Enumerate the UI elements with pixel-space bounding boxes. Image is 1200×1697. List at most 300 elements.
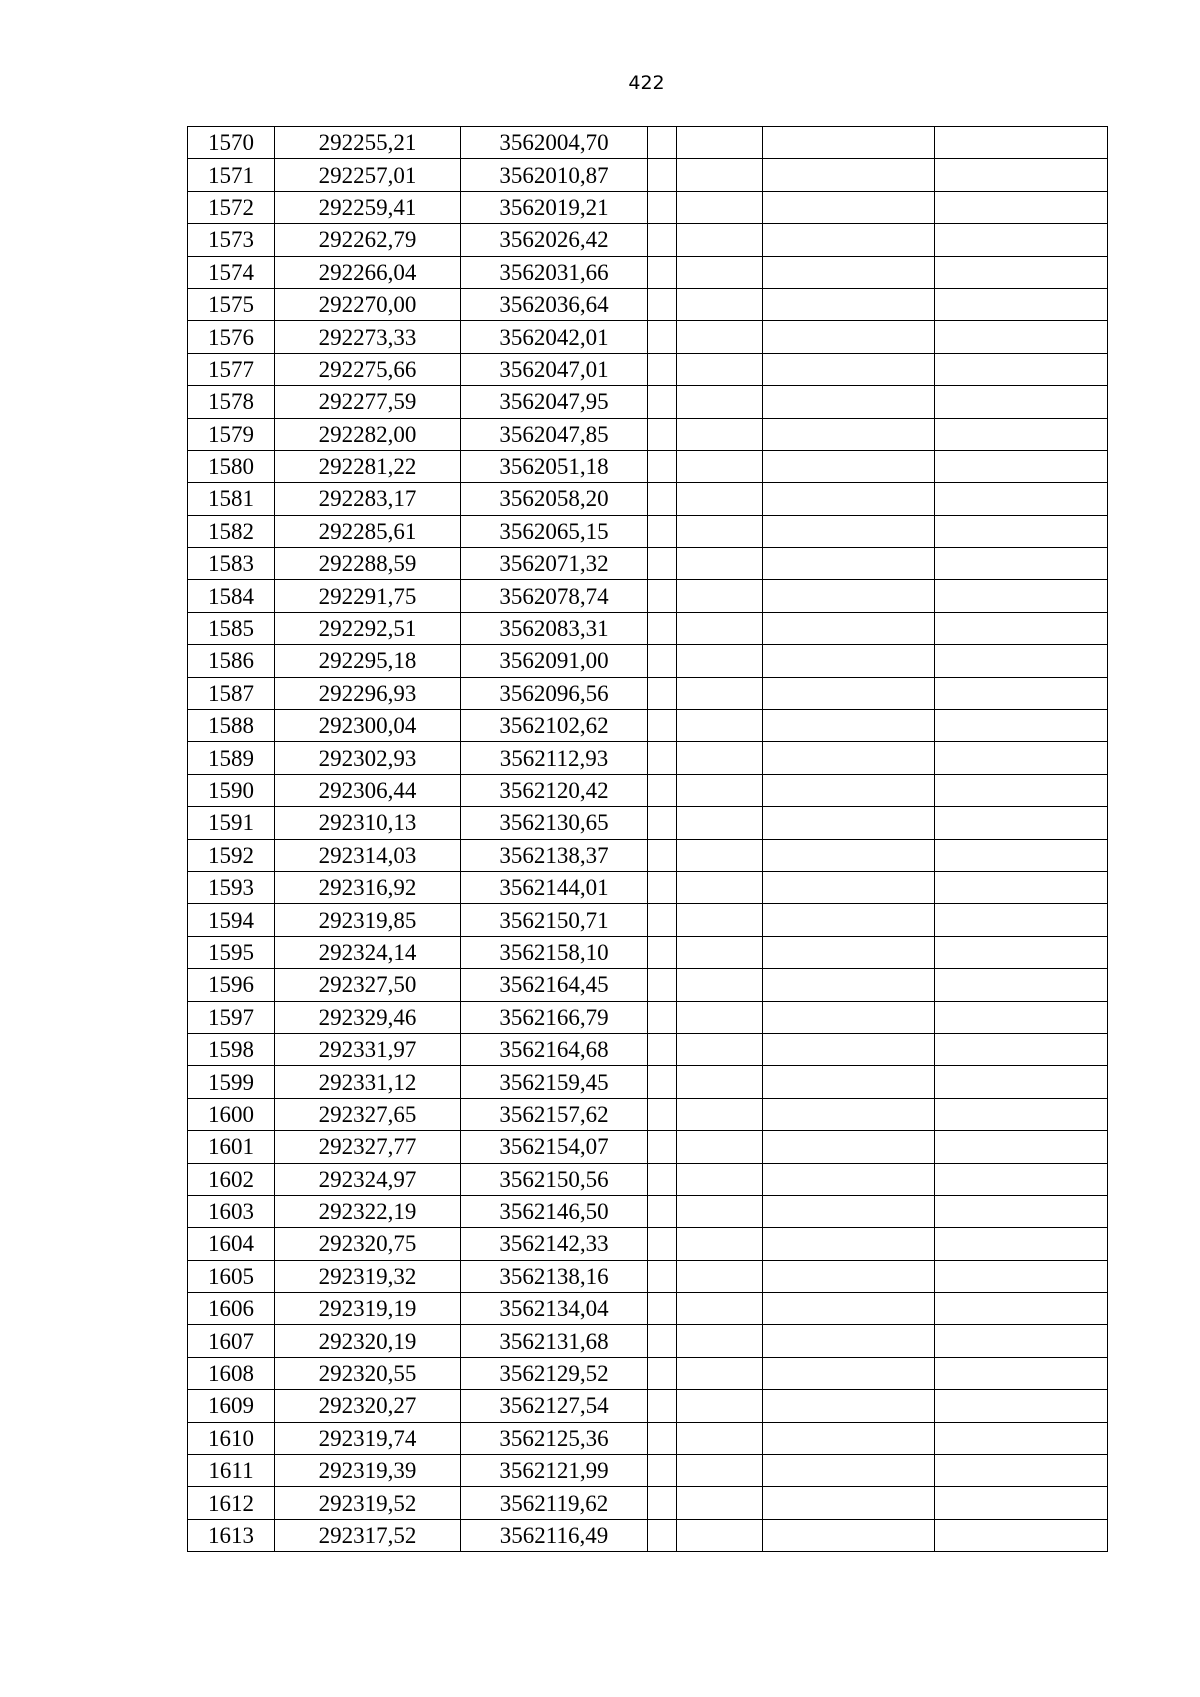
point-number-cell: 1589 (188, 742, 275, 774)
empty-cell (763, 839, 935, 871)
empty-cell (677, 645, 763, 677)
empty-cell (935, 1033, 1108, 1065)
empty-cell (648, 1455, 677, 1487)
table-row (188, 742, 1108, 774)
x-coordinate-cell: 292266,04 (275, 256, 461, 288)
empty-cell (763, 191, 935, 223)
empty-cell (935, 224, 1108, 256)
empty-cell (648, 677, 677, 709)
x-coordinate-cell: 292281,22 (275, 450, 461, 482)
point-number-cell: 1587 (188, 677, 275, 709)
y-coordinate-cell: 3562120,42 (461, 774, 648, 806)
x-coordinate-cell: 292331,97 (275, 1033, 461, 1065)
empty-cell (648, 1228, 677, 1260)
empty-cell (763, 159, 935, 191)
empty-cell (648, 127, 677, 159)
empty-cell (935, 191, 1108, 223)
empty-cell (677, 1390, 763, 1422)
empty-cell (677, 871, 763, 903)
empty-cell (763, 1357, 935, 1389)
point-number-cell: 1610 (188, 1422, 275, 1454)
empty-cell (935, 450, 1108, 482)
empty-cell (763, 1228, 935, 1260)
y-coordinate-cell: 3562166,79 (461, 1001, 648, 1033)
empty-cell (677, 1033, 763, 1065)
empty-cell (763, 904, 935, 936)
y-coordinate-cell: 3562047,85 (461, 418, 648, 450)
x-coordinate-cell: 292319,74 (275, 1422, 461, 1454)
empty-cell (935, 353, 1108, 385)
y-coordinate-cell: 3562102,62 (461, 710, 648, 742)
point-number-cell: 1612 (188, 1487, 275, 1519)
empty-cell (763, 1422, 935, 1454)
point-number-cell: 1603 (188, 1195, 275, 1227)
y-coordinate-cell: 3562058,20 (461, 483, 648, 515)
empty-cell (935, 1455, 1108, 1487)
empty-cell (648, 1098, 677, 1130)
empty-cell (935, 483, 1108, 515)
empty-cell (648, 1001, 677, 1033)
point-number-cell: 1588 (188, 710, 275, 742)
point-number-cell: 1582 (188, 515, 275, 547)
empty-cell (935, 1195, 1108, 1227)
y-coordinate-cell: 3562157,62 (461, 1098, 648, 1130)
empty-cell (935, 288, 1108, 320)
table-row (188, 1357, 1108, 1389)
empty-cell (763, 1455, 935, 1487)
empty-cell (935, 1487, 1108, 1519)
empty-cell (677, 612, 763, 644)
x-coordinate-cell: 292319,85 (275, 904, 461, 936)
table-row (188, 548, 1108, 580)
empty-cell (935, 1163, 1108, 1195)
empty-cell (677, 1131, 763, 1163)
x-coordinate-cell: 292306,44 (275, 774, 461, 806)
empty-cell (935, 839, 1108, 871)
x-coordinate-cell: 292283,17 (275, 483, 461, 515)
y-coordinate-cell: 3562146,50 (461, 1195, 648, 1227)
table-row (188, 1066, 1108, 1098)
point-number-cell: 1606 (188, 1293, 275, 1325)
table-row (188, 1519, 1108, 1551)
table-row (188, 710, 1108, 742)
empty-cell (763, 580, 935, 612)
empty-cell (648, 839, 677, 871)
empty-cell (677, 515, 763, 547)
x-coordinate-cell: 292285,61 (275, 515, 461, 547)
empty-cell (935, 256, 1108, 288)
empty-cell (763, 1260, 935, 1292)
empty-cell (763, 1325, 935, 1357)
empty-cell (648, 1357, 677, 1389)
empty-cell (648, 1325, 677, 1357)
empty-cell (648, 904, 677, 936)
empty-cell (935, 904, 1108, 936)
empty-cell (935, 1422, 1108, 1454)
table-row (188, 1163, 1108, 1195)
y-coordinate-cell: 3562129,52 (461, 1357, 648, 1389)
empty-cell (677, 353, 763, 385)
empty-cell (763, 1001, 935, 1033)
x-coordinate-cell: 292327,50 (275, 969, 461, 1001)
x-coordinate-cell: 292292,51 (275, 612, 461, 644)
empty-cell (935, 1228, 1108, 1260)
empty-cell (935, 969, 1108, 1001)
empty-cell (648, 515, 677, 547)
empty-cell (648, 321, 677, 353)
empty-cell (935, 1357, 1108, 1389)
empty-cell (677, 742, 763, 774)
x-coordinate-cell: 292319,39 (275, 1455, 461, 1487)
empty-cell (935, 645, 1108, 677)
empty-cell (677, 321, 763, 353)
point-number-cell: 1580 (188, 450, 275, 482)
point-number-cell: 1605 (188, 1260, 275, 1292)
empty-cell (648, 450, 677, 482)
x-coordinate-cell: 292277,59 (275, 386, 461, 418)
x-coordinate-cell: 292291,75 (275, 580, 461, 612)
empty-cell (935, 677, 1108, 709)
empty-cell (935, 1098, 1108, 1130)
y-coordinate-cell: 3562051,18 (461, 450, 648, 482)
point-number-cell: 1591 (188, 807, 275, 839)
empty-cell (935, 418, 1108, 450)
table-row (188, 645, 1108, 677)
x-coordinate-cell: 292282,00 (275, 418, 461, 450)
point-number-cell: 1600 (188, 1098, 275, 1130)
empty-cell (763, 612, 935, 644)
empty-cell (935, 1260, 1108, 1292)
x-coordinate-cell: 292320,55 (275, 1357, 461, 1389)
empty-cell (763, 742, 935, 774)
empty-cell (648, 580, 677, 612)
empty-cell (648, 1487, 677, 1519)
table-row (188, 1033, 1108, 1065)
point-number-cell: 1570 (188, 127, 275, 159)
y-coordinate-cell: 3562083,31 (461, 612, 648, 644)
x-coordinate-cell: 292259,41 (275, 191, 461, 223)
point-number-cell: 1590 (188, 774, 275, 806)
empty-cell (648, 1260, 677, 1292)
point-number-cell: 1595 (188, 936, 275, 968)
y-coordinate-cell: 3562019,21 (461, 191, 648, 223)
empty-cell (677, 1455, 763, 1487)
empty-cell (763, 127, 935, 159)
empty-cell (763, 288, 935, 320)
table-row (188, 580, 1108, 612)
y-coordinate-cell: 3562158,10 (461, 936, 648, 968)
point-number-cell: 1598 (188, 1033, 275, 1065)
y-coordinate-cell: 3562119,62 (461, 1487, 648, 1519)
y-coordinate-cell: 3562026,42 (461, 224, 648, 256)
empty-cell (935, 710, 1108, 742)
x-coordinate-cell: 292314,03 (275, 839, 461, 871)
point-number-cell: 1577 (188, 353, 275, 385)
point-number-cell: 1581 (188, 483, 275, 515)
empty-cell (763, 1163, 935, 1195)
empty-cell (648, 1390, 677, 1422)
point-number-cell: 1592 (188, 839, 275, 871)
point-number-cell: 1593 (188, 871, 275, 903)
coordinates-table (187, 126, 1108, 1552)
empty-cell (677, 1487, 763, 1519)
empty-cell (677, 1357, 763, 1389)
empty-cell (677, 450, 763, 482)
x-coordinate-cell: 292331,12 (275, 1066, 461, 1098)
y-coordinate-cell: 3562096,56 (461, 677, 648, 709)
empty-cell (763, 1487, 935, 1519)
point-number-cell: 1611 (188, 1455, 275, 1487)
point-number-cell: 1585 (188, 612, 275, 644)
y-coordinate-cell: 3562164,45 (461, 969, 648, 1001)
y-coordinate-cell: 3562138,37 (461, 839, 648, 871)
empty-cell (648, 1163, 677, 1195)
empty-cell (935, 1131, 1108, 1163)
empty-cell (935, 1293, 1108, 1325)
y-coordinate-cell: 3562036,64 (461, 288, 648, 320)
y-coordinate-cell: 3562164,68 (461, 1033, 648, 1065)
empty-cell (677, 548, 763, 580)
x-coordinate-cell: 292262,79 (275, 224, 461, 256)
empty-cell (648, 548, 677, 580)
empty-cell (763, 1293, 935, 1325)
empty-cell (763, 256, 935, 288)
empty-cell (935, 871, 1108, 903)
empty-cell (935, 159, 1108, 191)
empty-cell (677, 710, 763, 742)
empty-cell (763, 353, 935, 385)
table-row (188, 1422, 1108, 1454)
y-coordinate-cell: 3562071,32 (461, 548, 648, 580)
point-number-cell: 1599 (188, 1066, 275, 1098)
x-coordinate-cell: 292319,32 (275, 1260, 461, 1292)
point-number-cell: 1609 (188, 1390, 275, 1422)
empty-cell (648, 807, 677, 839)
empty-cell (648, 1293, 677, 1325)
empty-cell (935, 1519, 1108, 1551)
y-coordinate-cell: 3562047,01 (461, 353, 648, 385)
empty-cell (763, 515, 935, 547)
point-number-cell: 1572 (188, 191, 275, 223)
empty-cell (648, 288, 677, 320)
empty-cell (935, 612, 1108, 644)
empty-cell (648, 742, 677, 774)
empty-cell (677, 774, 763, 806)
empty-cell (763, 774, 935, 806)
x-coordinate-cell: 292288,59 (275, 548, 461, 580)
empty-cell (763, 1195, 935, 1227)
empty-cell (763, 1066, 935, 1098)
x-coordinate-cell: 292295,18 (275, 645, 461, 677)
empty-cell (935, 580, 1108, 612)
y-coordinate-cell: 3562144,01 (461, 871, 648, 903)
empty-cell (763, 807, 935, 839)
table-row (188, 1195, 1108, 1227)
point-number-cell: 1601 (188, 1131, 275, 1163)
coordinates-table-body (188, 127, 1108, 1552)
empty-cell (677, 1325, 763, 1357)
table-row (188, 936, 1108, 968)
table-row (188, 288, 1108, 320)
empty-cell (763, 1131, 935, 1163)
empty-cell (677, 1260, 763, 1292)
empty-cell (763, 710, 935, 742)
empty-cell (763, 321, 935, 353)
empty-cell (935, 386, 1108, 418)
y-coordinate-cell: 3562031,66 (461, 256, 648, 288)
table-row (188, 1325, 1108, 1357)
x-coordinate-cell: 292302,93 (275, 742, 461, 774)
table-row (188, 1260, 1108, 1292)
x-coordinate-cell: 292319,19 (275, 1293, 461, 1325)
x-coordinate-cell: 292324,97 (275, 1163, 461, 1195)
empty-cell (763, 1098, 935, 1130)
empty-cell (935, 742, 1108, 774)
point-number-cell: 1597 (188, 1001, 275, 1033)
empty-cell (648, 645, 677, 677)
empty-cell (677, 1195, 763, 1227)
empty-cell (935, 1325, 1108, 1357)
point-number-cell: 1584 (188, 580, 275, 612)
empty-cell (677, 1001, 763, 1033)
table-row (188, 1131, 1108, 1163)
y-coordinate-cell: 3562112,93 (461, 742, 648, 774)
table-row (188, 1390, 1108, 1422)
empty-cell (677, 936, 763, 968)
empty-cell (648, 612, 677, 644)
x-coordinate-cell: 292300,04 (275, 710, 461, 742)
empty-cell (763, 386, 935, 418)
x-coordinate-cell: 292310,13 (275, 807, 461, 839)
empty-cell (763, 224, 935, 256)
y-coordinate-cell: 3562130,65 (461, 807, 648, 839)
y-coordinate-cell: 3562150,71 (461, 904, 648, 936)
point-number-cell: 1596 (188, 969, 275, 1001)
table-row (188, 386, 1108, 418)
x-coordinate-cell: 292329,46 (275, 1001, 461, 1033)
y-coordinate-cell: 3562127,54 (461, 1390, 648, 1422)
empty-cell (648, 1422, 677, 1454)
empty-cell (648, 159, 677, 191)
y-coordinate-cell: 3562078,74 (461, 580, 648, 612)
table-row (188, 127, 1108, 159)
empty-cell (763, 1390, 935, 1422)
empty-cell (763, 483, 935, 515)
y-coordinate-cell: 3562121,99 (461, 1455, 648, 1487)
table-row (188, 774, 1108, 806)
empty-cell (763, 548, 935, 580)
empty-cell (648, 224, 677, 256)
table-row (188, 450, 1108, 482)
empty-cell (677, 1163, 763, 1195)
x-coordinate-cell: 292320,75 (275, 1228, 461, 1260)
x-coordinate-cell: 292320,19 (275, 1325, 461, 1357)
x-coordinate-cell: 292296,93 (275, 677, 461, 709)
empty-cell (763, 936, 935, 968)
empty-cell (935, 1001, 1108, 1033)
table-row (188, 1293, 1108, 1325)
point-number-cell: 1594 (188, 904, 275, 936)
empty-cell (935, 548, 1108, 580)
point-number-cell: 1607 (188, 1325, 275, 1357)
y-coordinate-cell: 3562154,07 (461, 1131, 648, 1163)
empty-cell (677, 1098, 763, 1130)
empty-cell (648, 1195, 677, 1227)
empty-cell (935, 515, 1108, 547)
table-row (188, 612, 1108, 644)
empty-cell (677, 418, 763, 450)
empty-cell (935, 807, 1108, 839)
x-coordinate-cell: 292255,21 (275, 127, 461, 159)
empty-cell (935, 127, 1108, 159)
empty-cell (677, 677, 763, 709)
empty-cell (648, 1131, 677, 1163)
empty-cell (648, 256, 677, 288)
point-number-cell: 1579 (188, 418, 275, 450)
empty-cell (763, 645, 935, 677)
empty-cell (677, 969, 763, 1001)
y-coordinate-cell: 3562125,36 (461, 1422, 648, 1454)
point-number-cell: 1586 (188, 645, 275, 677)
empty-cell (648, 418, 677, 450)
page-number: 422 (628, 72, 665, 94)
empty-cell (935, 321, 1108, 353)
point-number-cell: 1613 (188, 1519, 275, 1551)
empty-cell (648, 1066, 677, 1098)
x-coordinate-cell: 292327,77 (275, 1131, 461, 1163)
table-row (188, 256, 1108, 288)
x-coordinate-cell: 292322,19 (275, 1195, 461, 1227)
point-number-cell: 1575 (188, 288, 275, 320)
y-coordinate-cell: 3562159,45 (461, 1066, 648, 1098)
y-coordinate-cell: 3562010,87 (461, 159, 648, 191)
table-row (188, 1098, 1108, 1130)
y-coordinate-cell: 3562047,95 (461, 386, 648, 418)
x-coordinate-cell: 292324,14 (275, 936, 461, 968)
point-number-cell: 1578 (188, 386, 275, 418)
empty-cell (648, 871, 677, 903)
empty-cell (677, 224, 763, 256)
x-coordinate-cell: 292316,92 (275, 871, 461, 903)
point-number-cell: 1571 (188, 159, 275, 191)
empty-cell (935, 1390, 1108, 1422)
y-coordinate-cell: 3562004,70 (461, 127, 648, 159)
x-coordinate-cell: 292273,33 (275, 321, 461, 353)
table-row (188, 483, 1108, 515)
empty-cell (648, 353, 677, 385)
empty-cell (677, 159, 763, 191)
table-row (188, 159, 1108, 191)
table-row (188, 353, 1108, 385)
x-coordinate-cell: 292319,52 (275, 1487, 461, 1519)
table-row (188, 839, 1108, 871)
empty-cell (648, 1033, 677, 1065)
x-coordinate-cell: 292275,66 (275, 353, 461, 385)
empty-cell (648, 386, 677, 418)
table-row (188, 677, 1108, 709)
table-row (188, 807, 1108, 839)
empty-cell (677, 191, 763, 223)
point-number-cell: 1573 (188, 224, 275, 256)
x-coordinate-cell: 292327,65 (275, 1098, 461, 1130)
empty-cell (677, 1293, 763, 1325)
y-coordinate-cell: 3562131,68 (461, 1325, 648, 1357)
empty-cell (763, 450, 935, 482)
point-number-cell: 1604 (188, 1228, 275, 1260)
y-coordinate-cell: 3562142,33 (461, 1228, 648, 1260)
table-row (188, 1228, 1108, 1260)
empty-cell (763, 871, 935, 903)
